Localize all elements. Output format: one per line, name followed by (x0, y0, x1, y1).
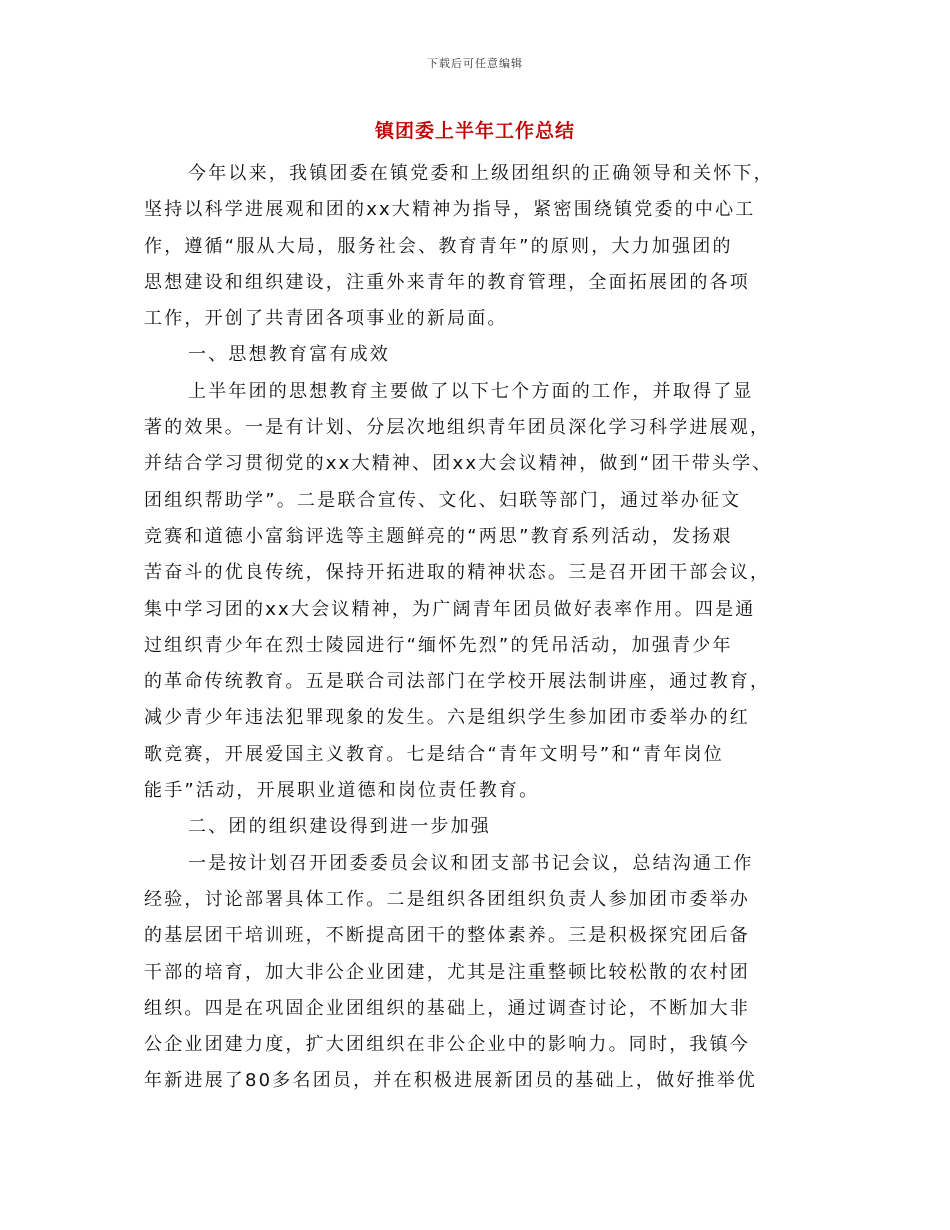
document-body (144, 156, 814, 1100)
paragraph-line: 苦奋斗的优良传统，保持开拓进取的精神状态。三是召开团干部会议， (144, 562, 771, 584)
paragraph-line: 减少青少年违法犯罪现象的发生。六是组织学生参加团市委举办的红 (144, 707, 750, 729)
paragraph-line: 团组织帮助学”。二是联合宣传、文化、妇联等部门，通过举办征文 (144, 489, 742, 511)
paragraph-line: 竞赛和道德小富翁评选等主题鲜亮的“两思”教育系列活动，发扬艰 (144, 525, 733, 547)
paragraph-line: 的基层团干培训班，不断提高团干的整体素养。三是积极探究团后备 (144, 925, 750, 947)
paragraph-line: 一是按计划召开团委委员会议和团支部书记会议，总结沟通工作 (188, 852, 754, 874)
paragraph-line: 的革命传统教育。五是联合司法部门在学校开展法制讲座，通过教育， (144, 671, 771, 693)
paragraph-line: 并结合学习贯彻党的xx大精神、团xx大会议精神，做到“团干带头学、 (144, 453, 773, 475)
paragraph-line: 作，遵循“服从大局，服务社会、教育青年”的原则，大力加强团的 (144, 235, 733, 257)
paragraph-line: 坚持以科学进展观和团的xx大精神为指导，紧密围绕镇党委的中心工 (144, 199, 756, 221)
paragraph-line: 上半年团的思想教育主要做了以下七个方面的工作，并取得了显 (188, 380, 754, 402)
paragraph-line: 经验，讨论部署具体工作。二是组织各团组织负责人参加团市委举办 (144, 888, 750, 910)
paragraph-line: 著的效果。一是有计划、分层次地组织青年团员深化学习科学进展观， (144, 417, 771, 439)
paragraph-line: 集中学习团的xx大会议精神，为广阔青年团员做好表率作用。四是通 (144, 598, 756, 620)
section-heading: 一、思想教育富有成效 (188, 344, 390, 366)
paragraph-line: 能手”活动，开展职业道德和岗位责任教育。 (144, 780, 540, 802)
paragraph-line: 歌竞赛，开展爱国主义教育。七是结合“青年文明号”和“青年岗位 (144, 743, 724, 765)
paragraph-line: 组织。四是在巩固企业团组织的基础上，通过调查讨论，不断加大非 (144, 997, 750, 1019)
section-heading: 二、团的组织建设得到进一步加强 (188, 816, 491, 838)
paragraph-line: 干部的培育，加大非公企业团建，尤其是注重整顿比较松散的农村团 (144, 961, 750, 983)
paragraph-line: 公企业团建力度，扩大团组织在非公企业中的影响力。同时，我镇今 (144, 1034, 750, 1056)
paragraph-line: 年新进展了80多名团员，并在积极进展新团员的基础上，做好推举优 (144, 1070, 758, 1092)
paragraph-line: 思想建设和组织建设，注重外来青年的教育管理，全面拓展团的各项 (144, 271, 750, 293)
paragraph-line: 工作，开创了共青团各项事业的新局面。 (144, 308, 508, 330)
paragraph-line: 过组织青少年在烈士陵园进行“缅怀先烈”的凭吊活动，加强青少年 (144, 634, 733, 656)
document-title: 镇团委上半年工作总结 (374, 120, 575, 142)
paragraph-line: 今年以来，我镇团委在镇党委和上级团组织的正确领导和关怀下， (188, 163, 774, 184)
page-header-note: 下载后可任意编辑 (427, 57, 523, 70)
